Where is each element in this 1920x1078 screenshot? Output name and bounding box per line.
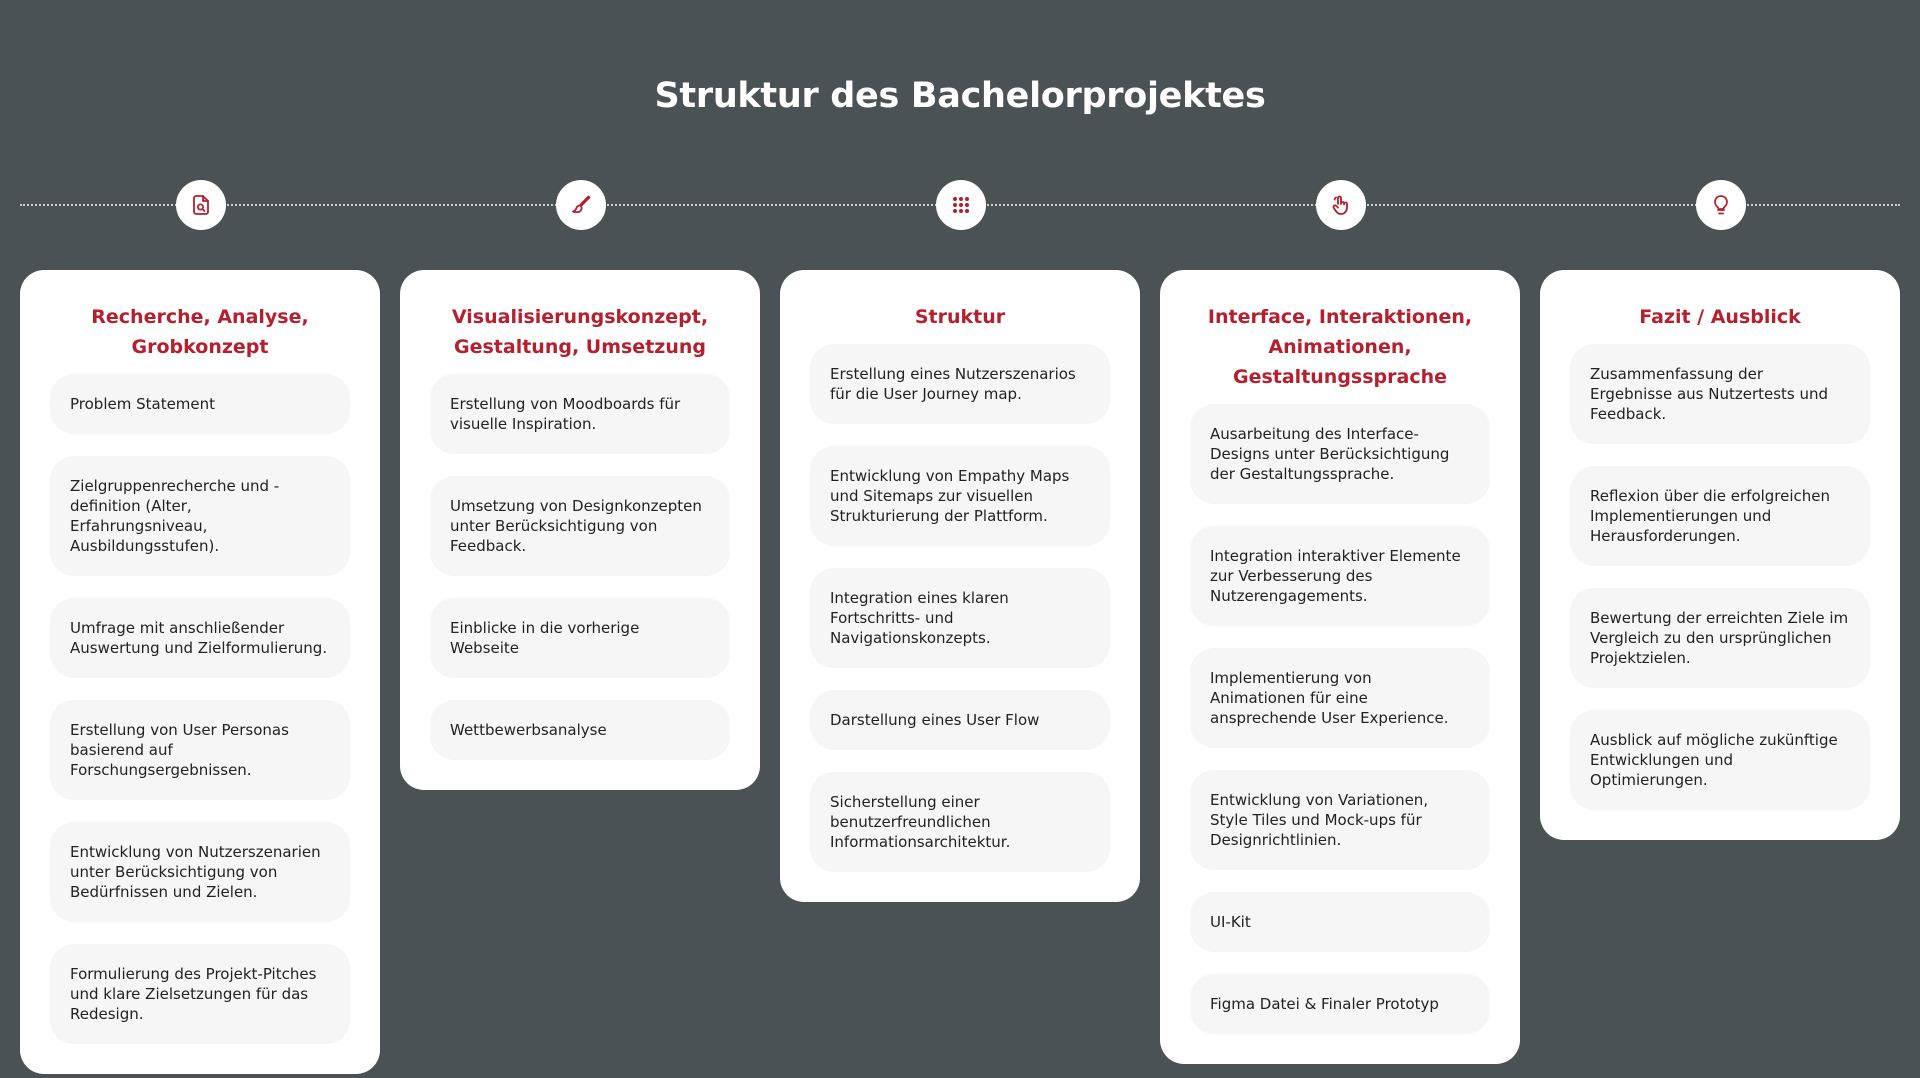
card-title: Fazit / Ausblick <box>1639 306 1801 328</box>
card-title: Recherche, Analyse, Grobkonzept <box>91 306 309 358</box>
list-item: Zielgruppenrecherche und -definition (Alter, Erfahrungsniveau, Ausbildungsstufen). <box>50 456 350 576</box>
list-item: Wettbewerbsanalyse <box>430 700 730 760</box>
document-search-icon <box>176 180 226 230</box>
hand-pointer-icon <box>1316 180 1366 230</box>
list-item: Ausarbeitung des Interface-Designs unter Berücksichtigung der Gestaltungssprache. <box>1190 404 1490 504</box>
card-interface <box>1160 270 1520 1064</box>
list-item: Problem Statement <box>50 374 350 434</box>
list-item: Implementierung von Animationen für eine ansprechende User Experience. <box>1190 648 1490 748</box>
card-title: Visualisierungskonzept, Gestaltung, Umsetzung <box>451 306 709 358</box>
lightbulb-icon <box>1696 180 1746 230</box>
card-fazit <box>1540 270 1900 840</box>
card-title: Struktur <box>914 306 1006 328</box>
list-item: Umfrage mit anschließender Auswertung und Zielformulierung. <box>50 598 350 678</box>
list-item: Formulierung des Projekt-Pitches und klare Zielsetzungen für das Redesign. <box>50 944 350 1044</box>
page-title: Struktur des Bachelorprojektes <box>654 76 1266 116</box>
card-struktur <box>780 270 1140 902</box>
card-title: Interface, Interaktionen, Animationen, Gestaltungssprache <box>1207 306 1473 388</box>
list-item: Ausblick auf mögliche zukünftige Entwicklungen und Optimierungen. <box>1570 710 1870 810</box>
list-item: Entwicklung von Variationen, Style Tiles und Mock-ups für Designrichtlinien. <box>1190 770 1490 870</box>
list-item: Integration interaktiver Elemente zur Verbesserung des Nutzerengagements. <box>1190 526 1490 626</box>
list-item: Reflexion über die erfolgreichen Implementierungen und Herausforderungen. <box>1570 466 1870 566</box>
card-recherche <box>20 270 380 1074</box>
grid-dots-icon <box>936 180 986 230</box>
list-item: Darstellung eines User Flow <box>810 690 1110 750</box>
list-item: Einblicke in die vorherige Webseite <box>430 598 730 678</box>
paintbrush-icon <box>556 180 606 230</box>
list-item: Bewertung der erreichten Ziele im Vergleich zu den ursprünglichen Projektzielen. <box>1570 588 1870 688</box>
card-visualisierung <box>400 270 760 790</box>
list-item: Entwicklung von Empathy Maps und Sitemaps zur visuellen Strukturierung der Plattform. <box>810 446 1110 546</box>
list-item: Integration eines klaren Fortschritts- und Navigationskonzepts. <box>810 568 1110 668</box>
list-item: Entwicklung von Nutzerszenarien unter Berücksichtigung von Bedürfnissen und Zielen. <box>50 822 350 922</box>
list-item: Figma Datei & Finaler Prototyp <box>1190 974 1490 1034</box>
list-item: Erstellung von Moodboards für visuelle Inspiration. <box>430 374 730 454</box>
list-item: Erstellung von User Personas basierend auf Forschungsergebnissen. <box>50 700 350 800</box>
list-item: Umsetzung von Designkonzepten unter Berücksichtigung von Feedback. <box>430 476 730 576</box>
list-item: Sicherstellung einer benutzerfreundlichen Informationsarchitektur. <box>810 772 1110 872</box>
list-item: UI-Kit <box>1190 892 1490 952</box>
list-item: Zusammenfassung der Ergebnisse aus Nutzertests und Feedback. <box>1570 344 1870 444</box>
list-item: Erstellung eines Nutzerszenarios für die User Journey map. <box>810 344 1110 424</box>
